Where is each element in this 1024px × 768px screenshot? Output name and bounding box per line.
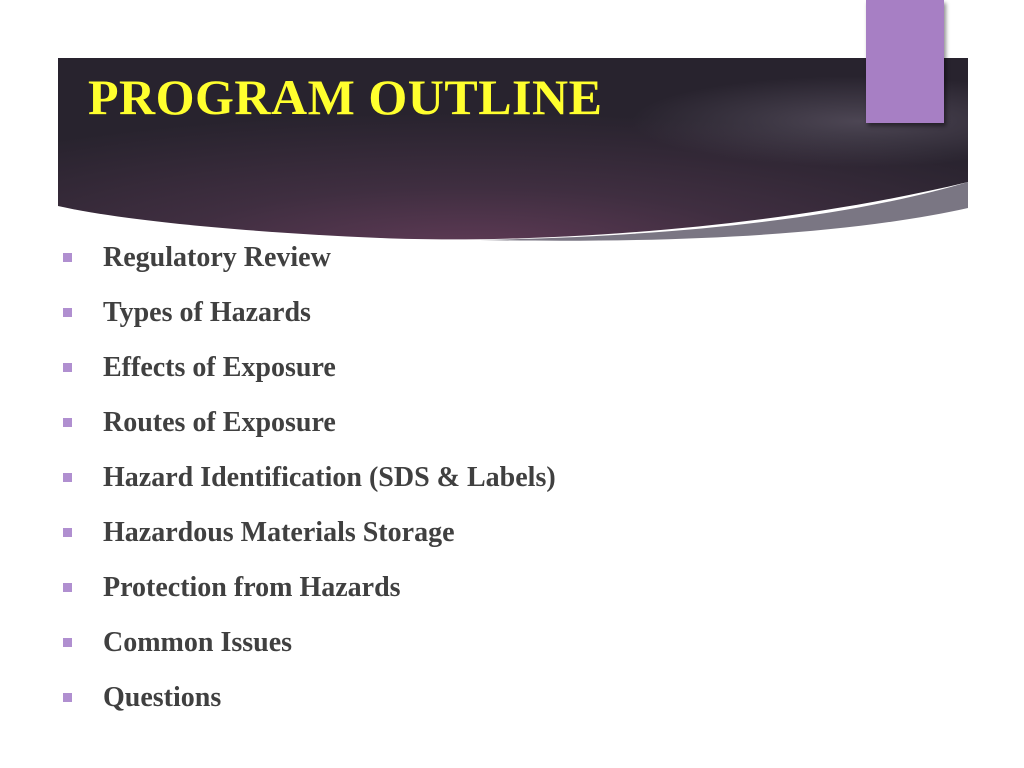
square-bullet-icon [63,638,72,647]
slide-title: PROGRAM OUTLINE [88,69,603,125]
bullet-text: Regulatory Review [103,241,331,273]
bullet-text: Effects of Exposure [103,351,336,383]
square-bullet-icon [63,308,72,317]
bullet-item [60,395,556,450]
bullet-text: Routes of Exposure [103,406,336,438]
bullet-text: Types of Hazards [103,296,311,328]
square-bullet-icon [63,253,72,262]
bullet-item [60,450,556,505]
square-bullet-icon [63,583,72,592]
square-bullet-icon [63,528,72,537]
bullet-text: Hazardous Materials Storage [103,516,455,548]
bullet-text: Questions [103,681,222,713]
bullet-text: Hazard Identification (SDS & Labels) [103,461,556,493]
square-bullet-icon [63,693,72,702]
bullet-item [60,615,556,670]
bullet-list [60,230,556,725]
bullet-item [60,230,556,285]
bullet-text: Protection from Hazards [103,571,401,603]
bullet-text: Common Issues [103,626,293,658]
bullet-item [60,340,556,395]
bullet-item [60,670,556,725]
square-bullet-icon [63,473,72,482]
square-bullet-icon [63,363,72,372]
bullet-item [60,285,556,340]
accent-tab [866,0,944,123]
square-bullet-icon [63,418,72,427]
bullet-item [60,560,556,615]
bullet-item [60,505,556,560]
